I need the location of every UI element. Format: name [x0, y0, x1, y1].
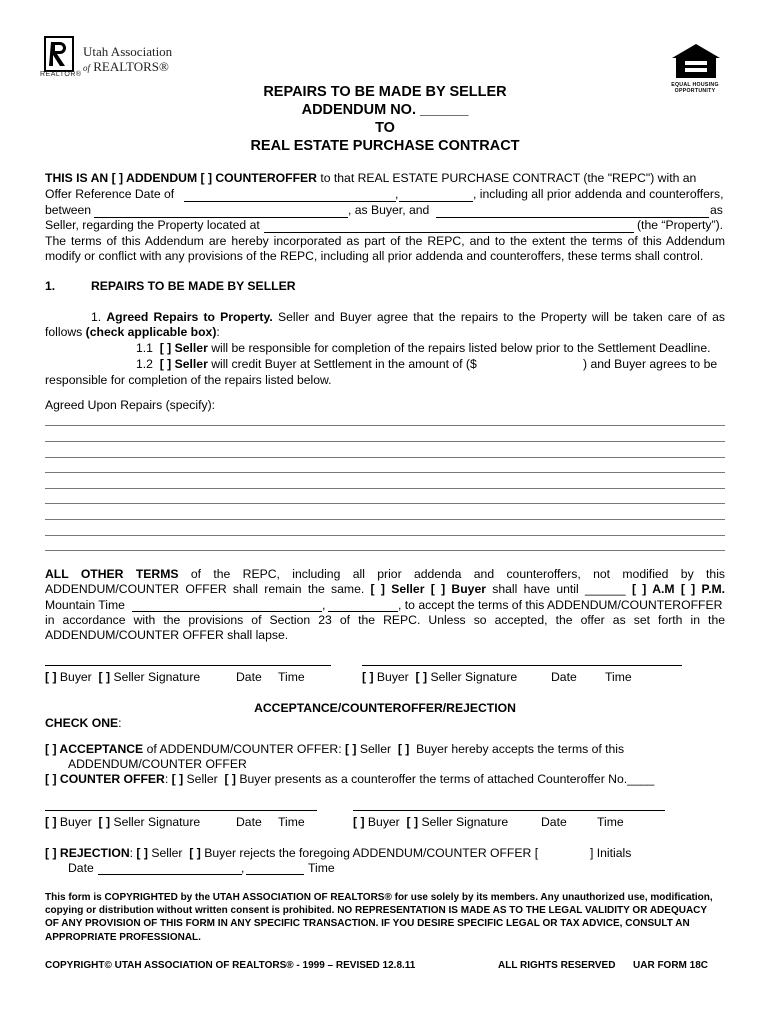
between-label: between — [45, 203, 92, 217]
other-terms-remain: ADDENDUM/COUNTER OFFER shall remain the same. — [45, 582, 365, 596]
acceptance-text: of ADDENDUM/COUNTER OFFER: — [146, 742, 342, 756]
check-applicable-box-text: (check applicable box) — [85, 325, 217, 339]
realtor-mark-text: REALTOR® — [40, 71, 82, 78]
other-terms-line1 — [45, 567, 725, 581]
time-label: Time — [605, 670, 632, 684]
repair-line-5[interactable] — [45, 488, 725, 489]
rejection-colon: : — [129, 846, 134, 860]
seller-signature-label: Seller Signature — [430, 670, 518, 684]
option-1-2 — [136, 357, 477, 371]
seller-signature-label: Seller Signature — [113, 815, 201, 829]
property-location-label: Seller, regarding the Property located at — [45, 218, 260, 232]
option-1-2-line2: responsible for completion of the repairs listed below. — [45, 373, 332, 387]
copyright-notice-line1: This form is COPYRIGHTED by the UTAH ASSOCIATION OF REALTORS® for use solely by its members. Any unauthorized use, modification, — [45, 892, 713, 903]
time-label: Time — [597, 815, 624, 829]
copyright-notice — [45, 891, 735, 944]
acceptance-checkbox[interactable]: [ ] ACCEPTANCE — [45, 742, 144, 756]
check-one-label: CHECK ONE — [45, 716, 119, 730]
seller-checkbox[interactable]: [ ] — [415, 670, 428, 684]
footer-rights: ALL RIGHTS RESERVED — [498, 960, 616, 971]
acceptance-seller-label: Seller — [359, 742, 392, 756]
deadline-rest: , to accept the terms of this ADDENDUM/COUNTEROFFER — [398, 598, 723, 612]
buyer-label: Buyer — [367, 815, 400, 829]
title-contract: REAL ESTATE PURCHASE CONTRACT — [250, 138, 520, 154]
repair-line-1[interactable] — [45, 425, 725, 426]
copyright-notice-line4: APPROPRIATE PROFESSIONAL. — [45, 931, 201, 943]
agreed-repairs-text: Seller and Buyer agree that the repairs to the Property will be taken care of as — [277, 310, 726, 324]
repair-line-9[interactable] — [45, 550, 725, 551]
offer-date-comma: , — [395, 187, 399, 201]
acceptance-buyer-checkbox[interactable]: [ ] — [397, 742, 410, 756]
signature-line-left-2[interactable] — [45, 810, 317, 811]
rejection-time-field[interactable] — [246, 874, 304, 875]
intro-terms-line1: The terms of this Addendum are hereby incorporated as part of the REPC, and to the extent the terms of this Addendum — [45, 234, 725, 248]
option-1-1-text: will be responsible for completion of the repairs listed below prior to the Settlement Deadline. — [211, 341, 711, 355]
option-1-1 — [136, 341, 711, 355]
option-1-1-number: 1.1 — [136, 341, 153, 355]
signature-caption-right-1 — [362, 670, 517, 684]
initials-label: ] Initials — [590, 846, 632, 860]
seller-signature-label: Seller Signature — [421, 815, 509, 829]
other-terms-party-checkboxes[interactable]: [ ] Seller [ ] Buyer — [370, 582, 486, 596]
other-terms-line5: ADDENDUM/COUNTER OFFER shall lapse. — [45, 628, 289, 642]
other-terms-line1-text: of the REPC, including all prior addenda and counteroffers, not modified by this — [190, 567, 725, 581]
signature-line-right-2[interactable] — [353, 810, 665, 811]
buyer-label: Buyer — [376, 670, 409, 684]
intro-terms-line2: modify or conflict with any provisions of the REPC, including all prior addenda and counteroffers, these terms shall control. — [45, 249, 704, 263]
date-label: Date — [236, 670, 262, 684]
acceptance-text-2: Buyer hereby accepts the terms of this — [416, 742, 625, 756]
repair-line-2[interactable] — [45, 441, 725, 442]
other-terms-heading: ALL OTHER TERMS — [45, 567, 179, 581]
option-1-2-text: will credit Buyer at Settlement in the amount of ($ — [211, 357, 477, 371]
follows-text: follows — [45, 325, 83, 339]
follows-colon: : — [216, 325, 220, 339]
rejection-checkbox[interactable]: [ ] REJECTION — [45, 846, 130, 860]
offer-date-label: Offer Reference Date of — [45, 187, 175, 201]
acceptance-line2: ADDENDUM/COUNTER OFFER — [68, 757, 247, 771]
acceptance-seller-checkbox[interactable]: [ ] — [344, 742, 357, 756]
association-name-line1: Utah Association — [83, 44, 173, 59]
association-name — [83, 44, 172, 76]
agreed-repairs-heading: Agreed Repairs to Property. — [106, 310, 273, 324]
equal-housing-house-icon — [670, 42, 722, 80]
deadline-comma: , — [322, 598, 326, 612]
counter-offer-text: Buyer presents as a counteroffer the terms of attached Counteroffer No.____ — [239, 772, 655, 786]
mountain-time-label: Mountain Time — [45, 598, 125, 612]
counter-offer-checkbox[interactable]: [ ] COUNTER OFFER — [45, 772, 165, 786]
repair-line-8[interactable] — [45, 535, 725, 536]
option-1-2-seller-checkbox[interactable]: [ ] Seller — [159, 357, 208, 371]
title-to: TO — [375, 120, 395, 136]
initials-field[interactable] — [562, 845, 588, 860]
signature-line-right-1[interactable] — [362, 665, 682, 666]
signature-caption-left-1 — [45, 670, 200, 684]
copyright-notice-line3: OF ANY PROVISION OF THIS FORM IN ANY SPECIFIC TRANSACTION. IF YOU DESIRE SPECIFIC LEGAL OR TAX ADVICE, CONSULT AN — [45, 918, 690, 930]
offer-year-field[interactable] — [399, 201, 473, 202]
section-heading: REPAIRS TO BE MADE BY SELLER — [91, 279, 296, 293]
offer-date-rest: , including all prior addenda and counteroffers, — [473, 187, 724, 201]
the-property-label: (the “Property”). — [637, 218, 724, 232]
signature-caption-left-2 — [45, 815, 200, 829]
section-number: 1. — [45, 279, 56, 293]
acceptance-heading: ACCEPTANCE/COUNTEROFFER/REJECTION — [254, 701, 516, 715]
counter-offer-seller-label: Seller — [186, 772, 218, 786]
check-one — [45, 716, 122, 730]
repair-line-3[interactable] — [45, 457, 725, 458]
rejection-buyer-checkbox[interactable]: [ ] — [189, 846, 201, 860]
agreed-repairs-label: Agreed Upon Repairs (specify): — [45, 398, 216, 412]
buyer-checkbox[interactable]: [ ] — [45, 670, 57, 684]
date-label: Date — [236, 815, 262, 829]
rejection-text: Buyer rejects the foregoing ADDENDUM/COUNTER OFFER [ — [204, 846, 539, 860]
counter-offer-line — [45, 772, 654, 786]
rejection-date-field[interactable] — [98, 874, 242, 875]
intro-line1-text: to that REAL ESTATE PURCHASE CONTRACT (the "REPC") with an — [320, 171, 697, 185]
time-label: Time — [278, 670, 305, 684]
deadline-date-field[interactable] — [132, 611, 322, 612]
repair-line-4[interactable] — [45, 472, 725, 473]
check-one-colon: : — [118, 716, 122, 730]
footer-copyright: COPYRIGHT© UTAH ASSOCIATION OF REALTORS® - 1999 – REVISED 12.8.11 — [45, 960, 416, 971]
rejection-date-label: Date — [68, 861, 94, 875]
realtor-r-logo-icon — [44, 36, 74, 72]
date-label: Date — [541, 815, 567, 829]
other-terms-until: shall have until ______ — [492, 582, 626, 596]
deadline-year-field[interactable] — [328, 611, 398, 612]
repair-line-6[interactable] — [45, 503, 725, 504]
as-label: as — [710, 203, 723, 217]
date-label: Date — [551, 670, 577, 684]
offer-date-field[interactable] — [184, 201, 396, 202]
buyer-checkbox[interactable]: [ ] — [362, 670, 374, 684]
buyer-checkbox[interactable]: [ ] — [353, 815, 365, 829]
association-realtors: REALTORS® — [93, 59, 169, 74]
rejection-seller-checkbox[interactable]: [ ] — [136, 846, 148, 860]
seller-signature-label: Seller Signature — [113, 670, 201, 684]
seller-checkbox[interactable]: [ ] — [406, 815, 419, 829]
signature-caption-right-2 — [353, 815, 508, 829]
association-name-line2 — [83, 59, 172, 76]
copyright-notice-line2: copying or distribution without written consent is prohibited. NO REPRESENTATION IS MADE AS TO THE LEGAL VALIDITY OR ADEQUACY — [45, 905, 708, 917]
signature-line-left-1[interactable] — [45, 665, 331, 666]
buyer-label: Buyer — [59, 815, 92, 829]
seller-checkbox[interactable]: [ ] — [98, 815, 111, 829]
rejection-time-label: Time — [308, 861, 335, 875]
association-of: of — [83, 63, 91, 73]
rejection-seller-label: Seller — [151, 846, 183, 860]
seller-checkbox[interactable]: [ ] — [98, 670, 111, 684]
am-pm-checkboxes[interactable]: [ ] A.M [ ] P.M. — [631, 582, 725, 596]
agreed-repairs-line1 — [91, 310, 725, 324]
acceptance-line1 — [45, 742, 624, 756]
counter-offer-buyer-checkbox[interactable]: [ ] — [224, 772, 236, 786]
as-buyer-label: , as Buyer, and — [348, 203, 430, 217]
agreed-repairs-line2 — [45, 325, 220, 339]
intro-line1 — [45, 171, 696, 185]
property-address-field[interactable] — [264, 232, 634, 233]
footer-form-number: UAR FORM 18C — [633, 960, 709, 971]
rejection-comma: , — [241, 861, 245, 875]
other-terms-line2 — [45, 582, 725, 596]
paragraph-number: 1. — [91, 310, 102, 324]
time-label: Time — [278, 815, 305, 829]
repair-line-7[interactable] — [45, 519, 725, 520]
counter-offer-colon: : — [164, 772, 169, 786]
equal-housing-line1: EQUAL HOUSING — [671, 82, 719, 88]
option-1-1-seller-checkbox[interactable]: [ ] Seller — [159, 341, 208, 355]
rejection-line — [45, 846, 538, 860]
counter-offer-seller-checkbox[interactable]: [ ] — [171, 772, 184, 786]
other-terms-line4: in accordance with the provisions of Section 23 of the REPC. Unless so accepted, the offer as set forth in the — [45, 613, 725, 627]
credit-amount-field[interactable] — [508, 356, 582, 371]
title-addendum-no: ADDENDUM NO. ______ — [301, 102, 469, 118]
buyer-label: Buyer — [59, 670, 92, 684]
equal-housing-line2: OPPORTUNITY — [674, 88, 716, 94]
title-line1: REPAIRS TO BE MADE BY SELLER — [263, 84, 507, 100]
buyer-checkbox[interactable]: [ ] — [45, 815, 57, 829]
option-1-2-end: ) and Buyer agrees to be — [583, 357, 718, 371]
addendum-counteroffer-checkboxes[interactable]: THIS IS AN [ ] ADDENDUM [ ] COUNTEROFFER — [45, 171, 317, 185]
option-1-2-number: 1.2 — [136, 357, 153, 371]
